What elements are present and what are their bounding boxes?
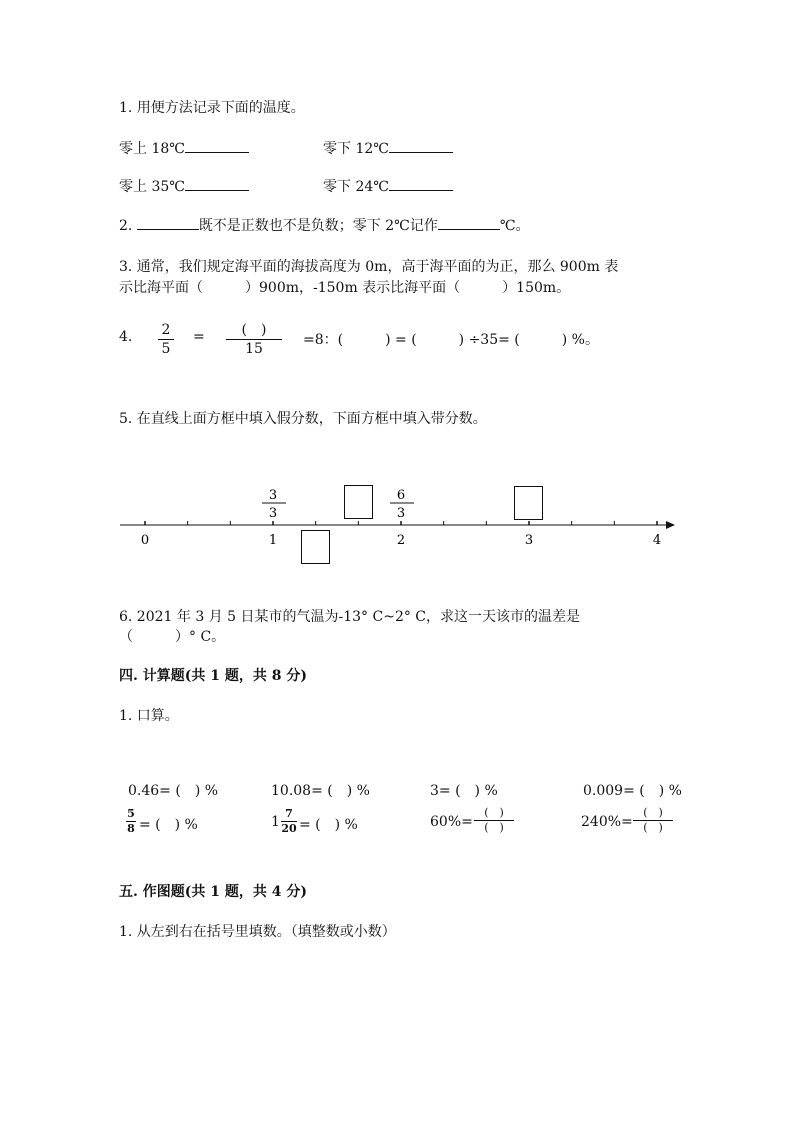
tick-label-0: 0 [140,533,150,548]
tick-label-2: 2 [396,533,406,548]
q1-item-1-text: 零上 18℃ [119,141,185,157]
fraction-denominator: 5 [161,341,171,357]
q2 [119,215,530,235]
fraction-numerator[interactable]: ( ) [241,322,267,338]
answer-blank[interactable] [438,216,500,230]
fraction-numerator: 7 [285,807,293,820]
fraction-denominator: 8 [127,822,135,835]
q6-line-1: 6. 2021 年 3 月 5 日某市的气温为-13° C~2° C，求这一天该市的温差是 [119,609,581,625]
q1-item-3-text: 零上 35℃ [119,179,185,195]
fraction-denominator: 3 [268,506,278,521]
tick-marks [145,521,657,525]
q3-line-2: 示比海平面（ ）900m，-150m 表示比海平面（ ）150m。 [119,280,571,296]
q1-item-1 [119,138,249,158]
calc-item-7-label: 60%= [430,814,473,830]
q1-item-3 [119,176,249,196]
q1-item-2 [323,138,453,158]
section-4-title: 四. 计算题(共 1 题，共 8 分) [119,668,307,684]
number-line-figure [0,470,794,570]
answer-blank[interactable] [137,216,199,230]
calc-item-4: 0.009= ( ) % [583,783,682,799]
fraction-denominator: 3 [396,506,406,521]
fraction-bar [226,339,282,340]
fraction-denominator[interactable]: ( ) [643,821,663,834]
fraction-bar [158,339,174,340]
q2-unit: ℃。 [499,218,530,234]
q4-number: 4. [119,329,133,345]
calc-item-1: 0.46= ( ) % [128,783,219,799]
q5-stem: 5. 在直线上面方框中填入假分数，下面方框中填入带分数。 [119,411,487,427]
answer-blank[interactable] [389,177,453,191]
q4-equals: = [193,329,205,345]
fraction-numerator: 5 [127,807,135,820]
calc-item-5-rest: = ( ) % [139,817,198,833]
calc-item-2: 10.08= ( ) % [271,783,370,799]
calc-item-6-rest: = ( ) % [299,817,358,833]
q4-fraction-1 [158,322,174,357]
arrow-head-icon [666,521,675,529]
section-4-q1: 1. 口算。 [119,708,179,724]
fraction-denominator: 15 [245,341,263,357]
section-5-title: 五. 作图题(共 1 题，共 4 分) [119,884,307,900]
mixed-number-whole: 1 [271,814,280,830]
fraction-numerator: 3 [268,488,278,503]
q1-item-4-text: 零下 24℃ [323,179,389,195]
answer-blank[interactable] [185,139,249,153]
q3-line-1: 3. 通常，我们规定海平面的海拔高度为 0m，高于海平面的为正，那么 900m 表 [119,259,619,275]
fraction-numerator[interactable]: ( ) [484,806,504,819]
answer-box-above[interactable] [515,487,543,520]
section-5-q1: 1. 从左到右在括号里填数。（填整数或小数） [119,924,396,940]
fraction-denominator: 20 [281,822,297,835]
calc-item-8-label: 240%= [581,814,633,830]
q4-rest: =8：( ) = ( ) ÷35= ( ) %。 [303,332,599,348]
fraction-numerator[interactable]: ( ) [643,806,663,819]
tick-label-4: 4 [652,533,662,548]
q2-number: 2. [119,218,133,234]
answer-box-below[interactable] [302,531,330,564]
calc-item-8-fraction [633,807,673,834]
calc-fraction-5-8 [126,808,136,835]
q6-line-2: （ ）° C。 [119,629,226,645]
answer-blank[interactable] [389,139,453,153]
q1-item-2-text: 零下 12℃ [323,141,389,157]
fraction-numerator: 6 [396,488,406,503]
q2-text: 既不是正数也不是负数；零下 2℃记作 [198,218,438,234]
fraction-numerator: 2 [161,322,171,338]
tick-label-3: 3 [524,533,534,548]
answer-blank[interactable] [185,177,249,191]
q1-stem: 1. 用便方法记录下面的温度。 [119,100,305,116]
calc-fraction-7-20 [281,808,297,835]
q1-item-4 [323,176,453,196]
q4-fraction-2 [226,322,282,357]
calc-item-7-fraction [474,807,514,834]
calc-item-3: 3= ( ) % [430,783,498,799]
fraction-denominator[interactable]: ( ) [484,821,504,834]
tick-label-1: 1 [268,533,278,548]
answer-box-above[interactable] [345,486,373,519]
